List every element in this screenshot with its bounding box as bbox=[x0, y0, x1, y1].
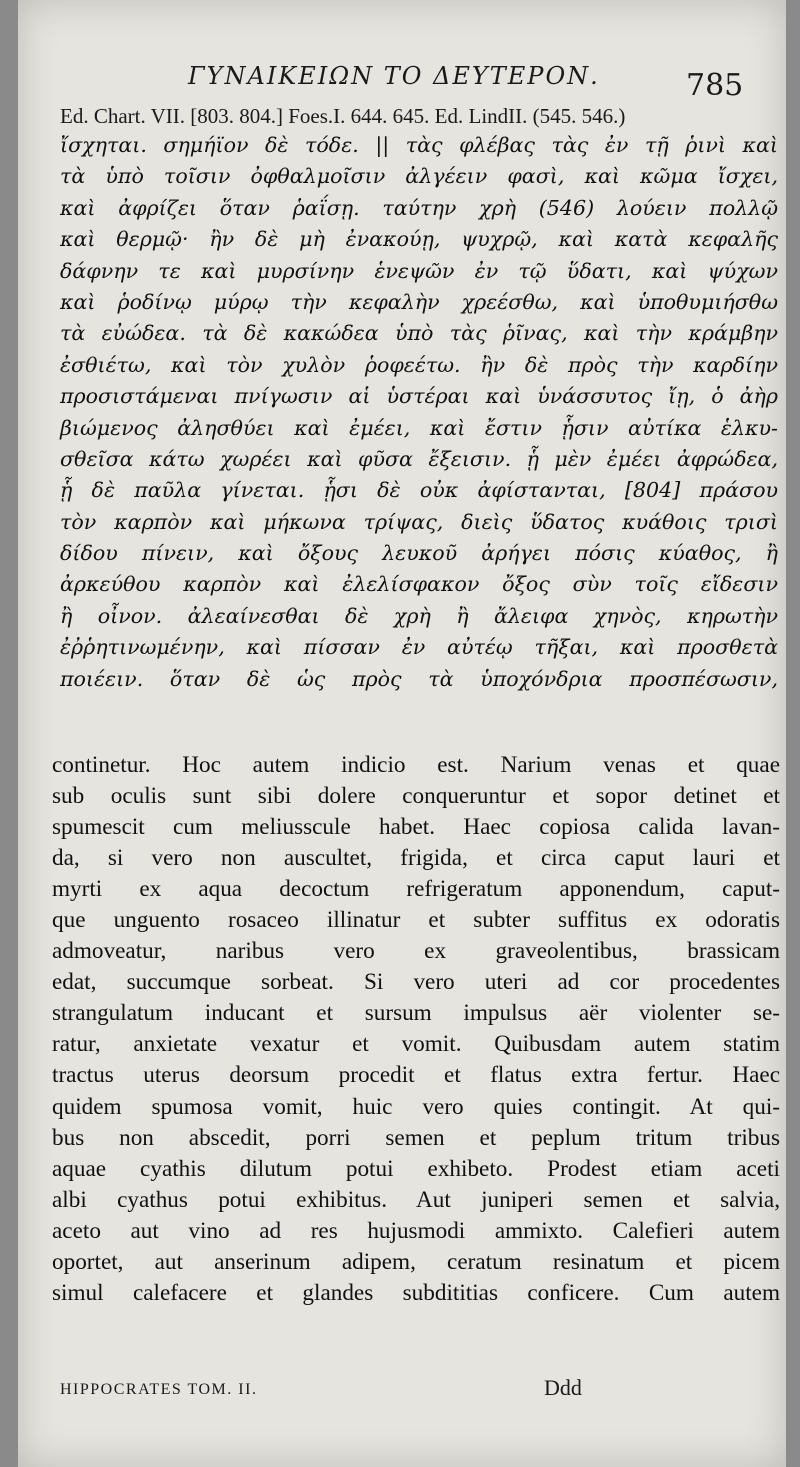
edition-reference: Ed. Chart. VII. [803. 804.] Foes.I. 644. 645. Ed. LindII. (545. 546.) bbox=[60, 104, 626, 128]
signature-line bbox=[60, 1375, 780, 1405]
latin-text-line: que unguento rosaceo illinatur et subter suffitus ex odoratis bbox=[52, 907, 780, 934]
latin-text-line: tractus uterus deorsum procedit et flatus extra fertur. Haec bbox=[52, 1062, 780, 1089]
running-head bbox=[18, 58, 786, 103]
latin-text-line: bus non abscedit, porri semen et peplum tritum tribus bbox=[52, 1124, 780, 1151]
latin-text-line: albi cyathus potui exhibitus. Aut juniperi semen et salvia, bbox=[52, 1186, 780, 1213]
latin-text-line: myrti ex aqua decoctum refrigeratum apponendum, caput- bbox=[52, 876, 780, 903]
latin-text-line: oportet, aut anserinum adipem, ceratum resinatum et picem bbox=[52, 1248, 780, 1275]
latin-text-line: da, si vero non auscultet, frigida, et circa caput lauri et bbox=[52, 845, 780, 872]
greek-text-line: ἴσχηται. σημήϊον δὲ τόδε. || τὰς φλέβας τὰς ἐν τῇ ῥινὶ καὶ bbox=[60, 133, 778, 157]
latin-text-line: ratur, anxietate vexatur et vomit. Quibusdam autem statim bbox=[52, 1031, 780, 1058]
greek-text-line: τὸν καρπὸν καὶ μήκωνα τρίψας, διεὶς ὕδατος κυάθοις τρισὶ bbox=[60, 509, 778, 534]
greek-text-line: προσιστάμεναι πνίγωσιν αἱ ὑστέραι καὶ ὑνάσσυτος ἴῃ, ὁ ἀὴρ bbox=[60, 384, 778, 409]
greek-text-line: σθεῖσα κάτω χωρέει καὶ φῦσα ἔξεισιν. ᾗ μὲν ἐμέει ἀφρώδεα, bbox=[60, 446, 778, 471]
latin-text-line: edat, succumque sorbeat. Si vero uteri ad cor procedentes bbox=[52, 969, 780, 996]
latin-text-line: aceto aut vino ad res hujusmodi ammixto. Calefieri autem bbox=[52, 1217, 780, 1244]
greek-text-line: τὰ εὐώδεα. τὰ δὲ κακώδεα ὑπὸ τὰς ῥῖνας, καὶ τὴν κράμβην bbox=[60, 321, 778, 346]
greek-text-line: δάφνην τε καὶ μυρσίνην ἑνεψῶν ἐν τῷ ὕδατι, καὶ ψύχων bbox=[60, 258, 778, 283]
latin-text-line: aquae cyathis dilutum potui exhibeto. Prodest etiam aceti bbox=[52, 1155, 780, 1182]
book-page bbox=[18, 0, 786, 1467]
greek-text-line: ἐῤῥητινωμένην, καὶ πίσσαν ἐν αὐτέῳ τῆξαι, καὶ προσθετὰ bbox=[60, 635, 778, 660]
latin-text-line: sub oculis sunt sibi dolere conqueruntur et sopor detinet et bbox=[52, 783, 780, 810]
running-head-title: ΓΥΝΑΙΚΕΙΩΝ ΤΟ ΔΕΥΤΕΡΟΝ. bbox=[188, 62, 600, 90]
greek-text-line: καὶ ῥοδίνῳ μύρῳ τὴν κεφαλὴν χρεέσθω, καὶ ὑποθυμιήσθω bbox=[60, 289, 778, 314]
latin-text-line: admoveatur, naribus vero ex graveolentibus, brassicam bbox=[52, 938, 780, 965]
latin-text-line: simul calefacere et glandes subdititias conficere. Cum autem bbox=[52, 1279, 780, 1306]
latin-text-block bbox=[52, 750, 780, 1309]
signature-label: HIPPOCRATES TOM. II. bbox=[60, 1381, 258, 1398]
greek-text-line: τὰ ὑπὸ τοῖσιν ὀφθαλμοῖσιν ἀλγέειν φασὶ, καὶ κῶμα ἴσχει, bbox=[60, 164, 778, 189]
greek-text-block bbox=[60, 130, 778, 695]
greek-text-line: βιώμενος ἀλησθύει καὶ ἐμέει, καὶ ἔστιν ᾗσιν αὐτίκα ἑλκυ- bbox=[60, 415, 778, 440]
greek-text-line: δίδου πίνειν, καὶ ὄξους λευκοῦ ἀρήγει πόσις κύαθος, ἢ bbox=[60, 541, 778, 566]
greek-text-line: ποιέειν. ὅταν δὲ ὡς πρὸς τὰ ὑποχόνδρια προσπέσωσιν, bbox=[60, 666, 778, 691]
latin-text-line: continetur. Hoc autem indicio est. Narium venas et quae bbox=[52, 752, 780, 778]
latin-text-line: strangulatum inducant et sursum impulsus aër violenter se- bbox=[52, 1000, 780, 1027]
page-number: 785 bbox=[686, 68, 744, 103]
greek-text-line: ἐσθιέτω, καὶ τὸν χυλὸν ῥοφεέτω. ἢν δὲ πρὸς τὴν καρδίην bbox=[60, 352, 778, 377]
greek-text-line: ἀρκεύθου καρπὸν καὶ ἐλελίσφακον ὄξος σὺν τοῖς εἴδεσιν bbox=[60, 572, 778, 597]
greek-text-line: καὶ ἀφρίζει ὅταν ῥαΐσῃ. ταύτην χρὴ (546) λούειν πολλῷ bbox=[60, 195, 778, 220]
signature-mark: Ddd bbox=[544, 1375, 582, 1400]
latin-text-line: quidem spumosa vomit, huic vero quies contingit. At qui- bbox=[52, 1093, 780, 1120]
greek-text-line: ἢ οἶνον. ἀλεαίνεσθαι δὲ χρὴ ἢ ἄλειφα χηνὸς, κηρωτὴν bbox=[60, 603, 778, 628]
latin-text-line: spumescit cum meliusscule habet. Haec copiosa calida lavan- bbox=[52, 814, 780, 841]
greek-text-line: καὶ θερμῷ· ἢν δὲ μὴ ἐνακούῃ, ψυχρῷ, καὶ κατὰ κεφαλῆς bbox=[60, 227, 778, 252]
greek-text-line: ᾗ δὲ παῦλα γίνεται. ᾗσι δὲ οὐκ ἀφίστανται, [804] πράσου bbox=[60, 478, 778, 503]
